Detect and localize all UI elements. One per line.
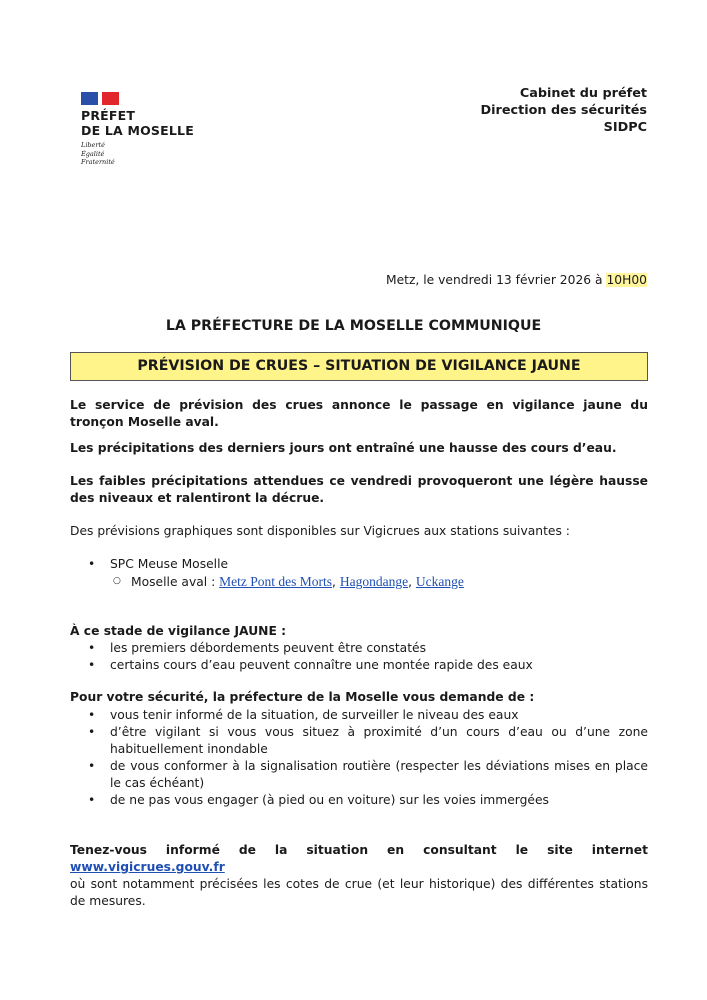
vigilance-banner: PRÉVISION DE CRUES – SITUATION DE VIGILANCE JAUNE [70, 352, 648, 381]
footer-lead: Tenez-vous informé de la situation en consultant le site internet [70, 843, 648, 857]
list-item: • les premiers débordements peuvent être constatés [70, 640, 648, 657]
footer-rest: où sont notamment précisées les cotes de crue (et leur historique) des différentes stations de mesures. [70, 877, 648, 908]
paragraph-3: Les faibles précipitations attendues ce vendredi provoqueront une légère hausse des niveaux et ralentiront la décrue. [70, 474, 648, 505]
station-link-metz[interactable]: Metz Pont des Morts [219, 574, 333, 589]
sender-block [481, 85, 647, 136]
sender-line-2: Direction des sécurités [480, 103, 647, 118]
station-item [70, 573, 648, 591]
footer-paragraph [70, 842, 648, 910]
date-line [386, 272, 647, 289]
page-title: LA PRÉFECTURE DE LA MOSELLE COMMUNIQUE [165, 318, 542, 334]
list-item: • certains cours d’eau peuvent connaître une montée rapide des eaux [70, 657, 648, 674]
paragraph-1: Le service de prévision des crues annonce le passage en vigilance jaune du tronçon Moselle aval. [70, 398, 648, 429]
safety-heading: Pour votre sécurité, la préfecture de la Moselle vous demande de : [70, 690, 535, 704]
sep: , [408, 575, 416, 589]
vigilance-list [70, 640, 648, 674]
vigilance-heading: À ce stade de vigilance JAUNE : [70, 624, 287, 638]
forecast-intro: Des prévisions graphiques sont disponibles sur Vigicrues aux stations suivantes : [70, 524, 570, 538]
list-item: • vous tenir informé de la situation, de surveiller le niveau des eaux [70, 707, 648, 724]
motto-3: Fraternité [81, 158, 115, 166]
station-link-uckange[interactable]: Uckange [415, 574, 464, 589]
logo-name-2: DE LA MOSELLE [81, 123, 194, 138]
safety-list [70, 707, 648, 809]
sender-line-3: SIDPC [603, 120, 647, 135]
vigicrues-link[interactable]: www.vigicrues.gouv.fr [70, 860, 225, 874]
sep: , [332, 575, 340, 589]
service-item: • SPC Meuse Moselle [70, 556, 648, 573]
sender-line-1: Cabinet du préfet [519, 86, 647, 101]
marianne-flag-icon [81, 92, 194, 105]
logo-name-1: PRÉFET [81, 108, 136, 123]
body-text [70, 397, 648, 910]
logo-motto [81, 141, 194, 167]
list-item: • de vous conformer à la signalisation routière (respecter les déviations mises en place le cas échéant) [70, 758, 648, 792]
section-label: Moselle aval : [131, 575, 220, 589]
station-link-hagondange[interactable]: Hagondange [339, 574, 409, 589]
station-list [70, 556, 648, 591]
list-item: • de ne pas vous engager (à pied ou en voiture) sur les voies immergées [70, 792, 648, 809]
motto-1: Liberté [81, 141, 105, 149]
prefet-logo [81, 92, 194, 167]
date-text: Metz, le vendredi 13 février 2026 à [385, 273, 607, 287]
motto-2: Égalité [81, 149, 105, 158]
list-item: • d’être vigilant si vous vous situez à proximité d’un cours d’eau ou d’une zone habituellement inondable [70, 724, 648, 758]
paragraph-2: Les précipitations des derniers jours ont entraîné une hausse des cours d’eau. [70, 441, 617, 455]
date-time: 10H00 [606, 273, 647, 287]
